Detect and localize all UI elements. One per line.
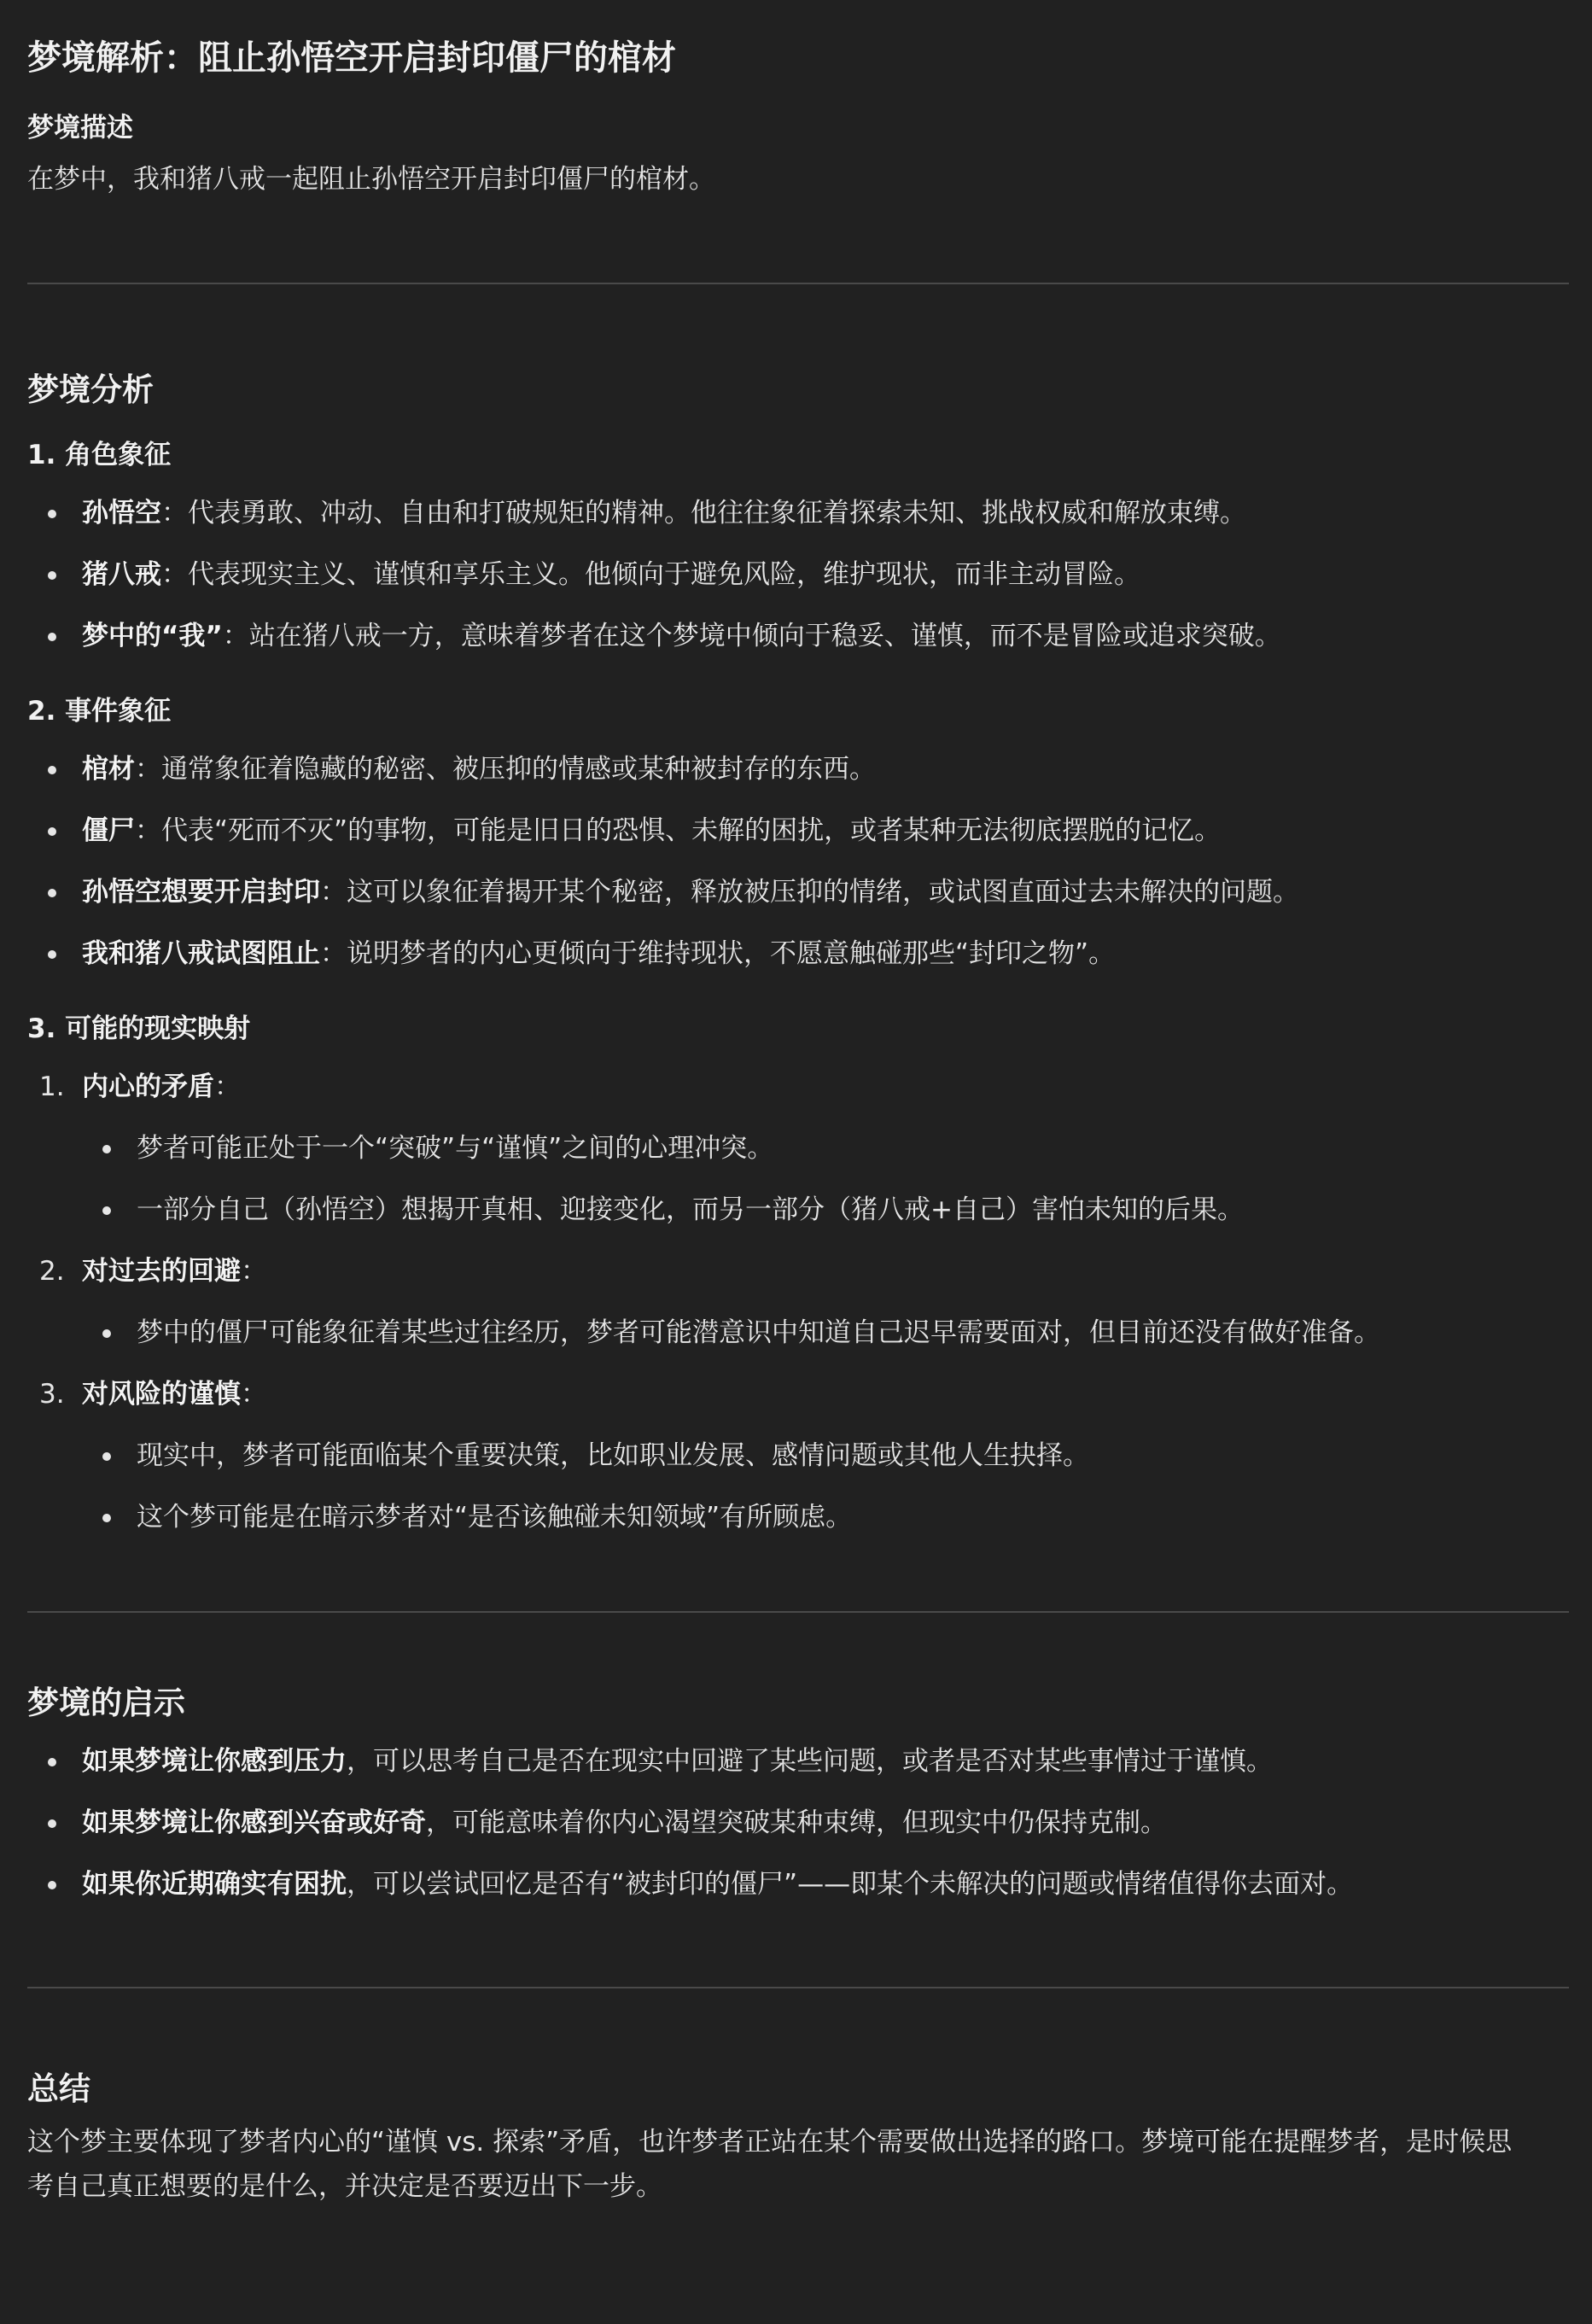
list-item [27,800,1565,861]
list-item-text: ，可能意味着你内心渴望突破某种束缚，但现实中仍保持克制。 [426,1807,1167,1838]
sub-list [27,1425,1565,1548]
summary-line: 这个梦主要体现了梦者内心的“谨慎 vs. 探索”矛盾，也许梦者正站在某个需要做出选择的路口。梦境可能在提醒梦者，是时候思 [27,2127,1513,2158]
list-item-text: ，可以思考自己是否在现实中回避了某些问题，或者是否对某些事情过于谨慎。 [347,1746,1273,1777]
list-item [27,923,1565,984]
list-item-term: 孙悟空 [82,498,161,528]
numbered-item [27,1056,1565,1118]
list-item-term: 孙悟空想要开启封印 [82,877,320,908]
list-item-term: 如果你近期确实有困扰 [82,1869,347,1900]
sub-list [27,1118,1565,1241]
insights-list [27,1731,1565,1915]
list-item-term: 梦中的“我” [82,621,223,651]
item-separator: ： [241,1256,267,1287]
numbered-item [27,1241,1565,1302]
item-separator: ： [214,1071,241,1102]
list-item-separator: ： [161,559,188,590]
list-item-separator: ： [135,754,161,785]
list-item-separator: ： [320,877,347,908]
roles-heading: 1. 角色象征 [27,440,172,470]
item-term: 对过去的回避 [82,1256,241,1287]
list-item-text: 通常象征着隐藏的秘密、被压抑的情感或某种被封存的东西。 [161,754,876,785]
roles-list [27,482,1565,667]
description-text: 在梦中，我和猪八戒一起阻止孙悟空开启封印僵尸的棺材。 [27,164,715,195]
list-item-text: 说明梦者的内心更倾向于维持现状，不愿意触碰那些“封印之物”。 [347,938,1116,969]
list-item-term: 我和猪八戒试图阻止 [82,938,320,969]
list-item [27,861,1565,923]
list-item [27,1792,1565,1854]
list-item-term: 如果梦境让你感到兴奋或好奇 [82,1807,426,1838]
sub-list [27,1302,1565,1363]
list-item [27,605,1565,667]
insights-heading: 梦境的启示 [27,1685,185,1721]
list-item [27,544,1565,605]
section-divider [27,283,1569,284]
list-item-text: 代表现实主义、谨慎和享乐主义。他倾向于避免风险，维护现状，而非主动冒险。 [188,559,1140,590]
item-number: 1. [39,1071,65,1102]
list-item-term: 如果梦境让你感到压力 [82,1746,347,1777]
item-number: 3. [39,1379,65,1410]
numbered-item [27,1363,1565,1425]
item-separator: ： [241,1379,267,1410]
list-item: 一部分自己（孙悟空）想揭开真相、迎接变化，而另一部分（猪八戒+自己）害怕未知的后果。 [27,1179,1565,1241]
list-item [27,1854,1565,1915]
list-item: 梦中的僵尸可能象征着某些过往经历，梦者可能潜意识中知道自己迟早需要面对，但目前还没有做好准备。 [27,1302,1565,1363]
list-item [27,482,1565,544]
list-item-separator: ： [222,621,249,651]
list-item-text: 代表“死而不灭”的事物，可能是旧日的恐惧、未解的困扰，或者某种无法彻底摆脱的记忆。 [161,815,1222,846]
item-term: 对风险的谨慎 [82,1379,241,1410]
list-item-term: 僵尸 [82,815,135,846]
list-item-separator: ： [320,938,347,969]
list-item-term: 棺材 [82,754,135,785]
analysis-heading: 梦境分析 [27,371,154,408]
list-item-text: 站在猪八戒一方，意味着梦者在这个梦境中倾向于稳妥、谨慎，而不是冒险或追求突破。 [248,621,1281,651]
list-item [27,1731,1565,1792]
list-item-separator: ： [135,815,161,846]
list-item: 这个梦可能是在暗示梦者对“是否该触碰未知领域”有所顾虑。 [27,1486,1565,1548]
summary-heading: 总结 [27,2070,90,2107]
list-item-term: 猪八戒 [82,559,161,590]
page-title: 梦境解析：阻止孙悟空开启封印僵尸的棺材 [27,38,676,78]
events-heading: 2. 事件象征 [27,696,172,727]
list-item-separator: ： [161,498,188,528]
item-term: 内心的矛盾 [82,1071,214,1102]
events-list [27,739,1565,984]
list-item-text: 这可以象征着揭开某个秘密，释放被压抑的情绪，或试图直面过去未解决的问题。 [347,877,1299,908]
list-item-text: ，可以尝试回忆是否有“被封印的僵尸”——即某个未解决的问题或情绪值得你去面对。 [347,1869,1354,1900]
description-heading: 梦境描述 [27,113,133,143]
list-item [27,739,1565,800]
list-item: 现实中，梦者可能面临某个重要决策，比如职业发展、感情问题或其他人生抉择。 [27,1425,1565,1486]
list-item-text: 代表勇敢、冲动、自由和打破规矩的精神。他往往象征着探索未知、挑战权威和解放束缚。 [188,498,1246,528]
item-number: 2. [39,1256,65,1287]
list-item: 梦者可能正处于一个“突破”与“谨慎”之间的心理冲突。 [27,1118,1565,1179]
section-divider [27,1611,1569,1613]
reality-heading: 3. 可能的现实映射 [27,1013,251,1044]
section-divider [27,1987,1569,1988]
summary-line: 考自己真正想要的是什么，并决定是否要迈出下一步。 [27,2171,662,2202]
